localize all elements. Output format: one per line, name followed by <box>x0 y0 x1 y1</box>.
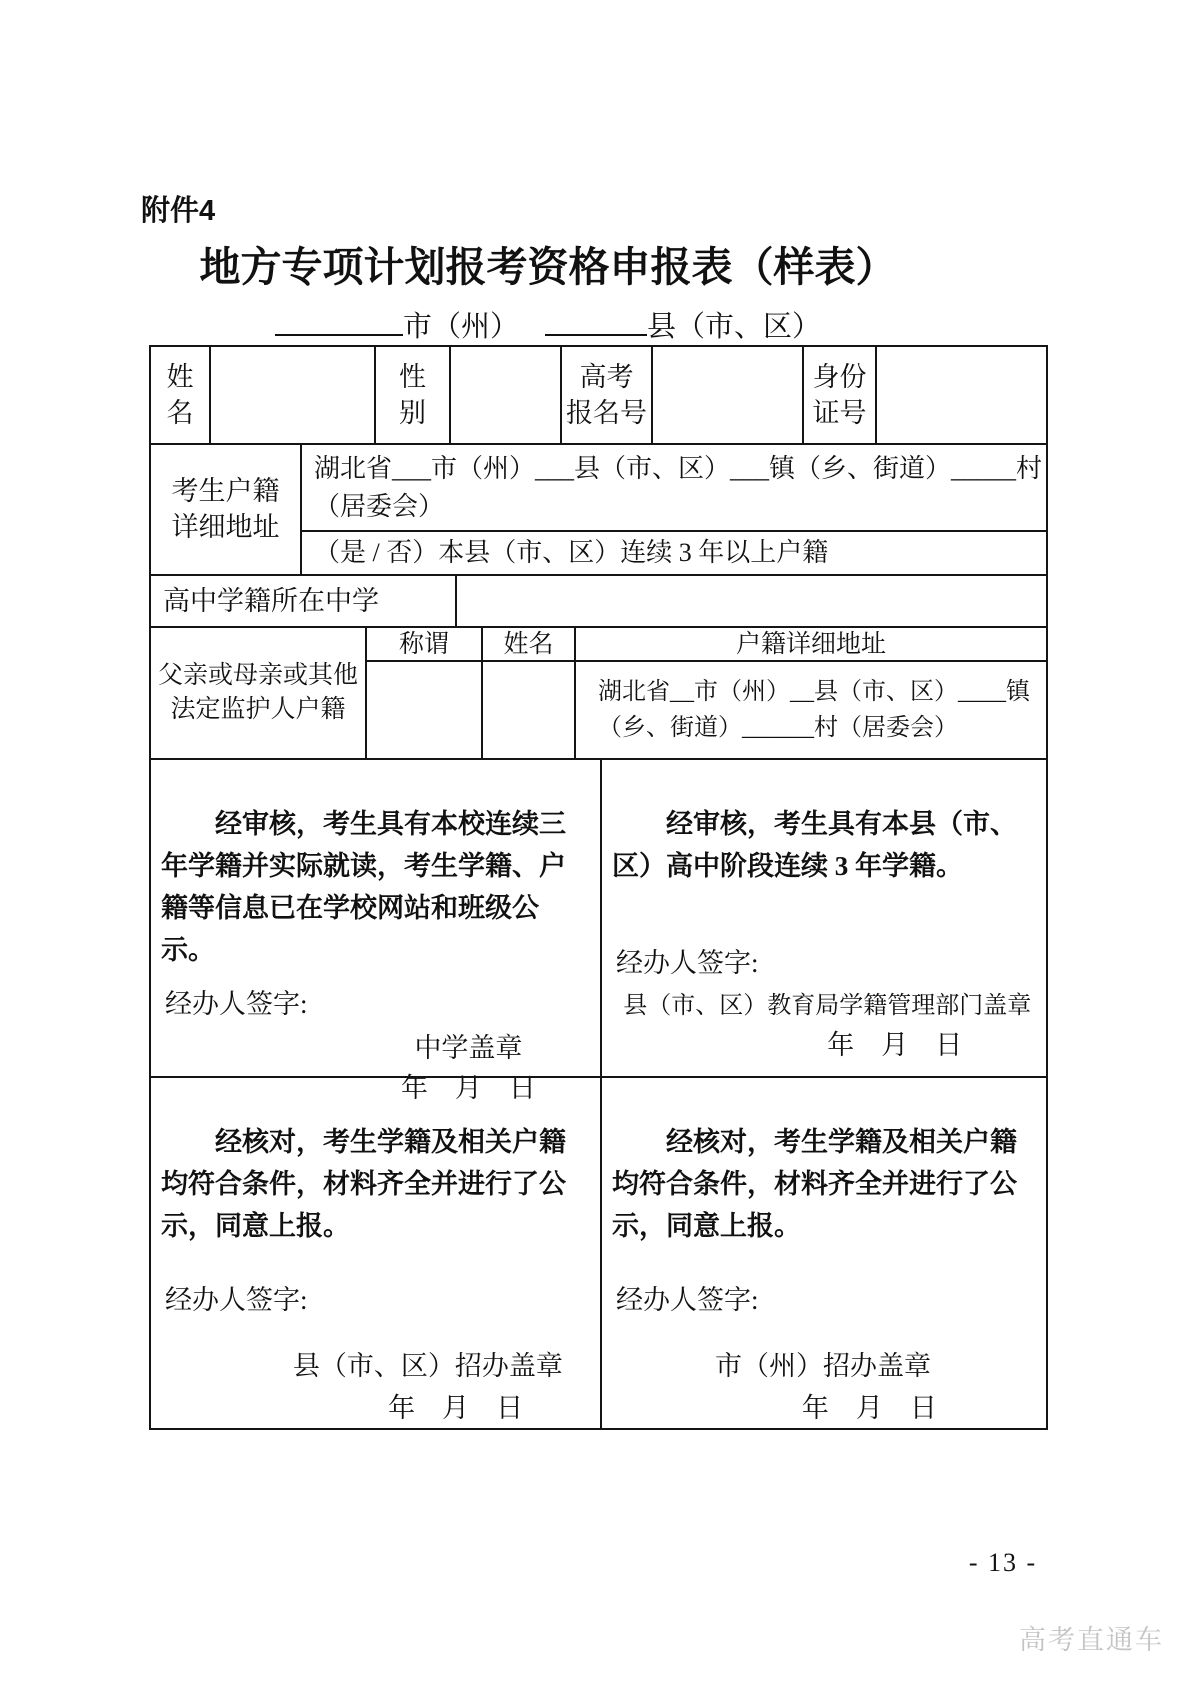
handler-signature-label: 经办人签字: <box>165 1284 308 1315</box>
guardian-name-value-cell <box>481 662 574 758</box>
guardian-data-row <box>367 662 1046 758</box>
handler-signature-label: 经办人签字: <box>165 988 308 1019</box>
city-blank-line <box>275 309 403 336</box>
county-admission-statement: 经核对，考生学籍及相关户籍均符合条件，材料齐全并进行了公示，同意上报。 <box>161 1127 566 1242</box>
id-number-label <box>802 347 875 443</box>
name-label-line: 名 <box>166 398 194 429</box>
name-value-cell <box>209 347 374 443</box>
name-label <box>151 347 209 443</box>
guardian-header-row <box>367 628 1046 662</box>
id-number-value-cell <box>875 347 1046 443</box>
guardian-address-line: 湖北省__市（州）__县（市、区）____镇 <box>598 679 1030 706</box>
date-line: 年 月 日 <box>400 1073 536 1104</box>
date-line: 年 月 日 <box>388 1393 524 1424</box>
city-admission-review-cell <box>600 1078 1046 1428</box>
guardian-title-header: 称谓 <box>398 630 449 658</box>
gender-label <box>374 347 449 443</box>
review-row-1 <box>151 758 1046 1104</box>
page-title: 地方专项计划报考资格申报表（样表） <box>199 244 897 290</box>
application-form-table <box>149 345 1048 1430</box>
watermark-text: 高考直通车 <box>1019 1625 1164 1655</box>
county-blank-line <box>545 309 647 336</box>
residence-row <box>151 443 1046 573</box>
residence-address-cell <box>302 445 1046 532</box>
guardian-label-line: 父亲或母亲或其他 <box>157 662 358 690</box>
guardian-title-value-cell <box>367 662 481 758</box>
handler-signature-label: 经办人签字: <box>616 1284 759 1315</box>
date-line: 年 月 日 <box>827 1030 963 1061</box>
county-suffix-text: 县（市、区） <box>647 311 822 343</box>
page-number: - 13 - <box>968 1548 1038 1577</box>
residence-label-line: 考生户籍 <box>171 475 280 506</box>
exam-number-value-cell <box>651 347 802 443</box>
school-label: 高中学籍所在中学 <box>163 585 379 616</box>
school-value-cell <box>455 576 1046 626</box>
edu-bureau-review-cell <box>600 760 1046 1076</box>
school-stamp-line: 中学盖章 <box>414 1033 523 1064</box>
residence-content <box>300 445 1046 573</box>
residence-label <box>151 445 300 573</box>
edu-bureau-review-statement: 经审核，考生具有本县（市、区）高中阶段连续 3 年学籍。 <box>612 809 1017 882</box>
attachment-label: 附件4 <box>141 195 216 227</box>
gender-label-line: 别 <box>399 398 426 429</box>
guardian-label-line: 法定监护人户籍 <box>170 696 346 724</box>
school-review-cell <box>151 760 600 1104</box>
edu-bureau-stamp-line: 县（市、区）教育局学籍管理部门盖章 <box>623 992 1032 1019</box>
residence-confirm-cell <box>302 532 1046 573</box>
guardian-address-line: （乡、街道）______村（居委会） <box>598 715 958 742</box>
guardian-address-cell <box>574 662 1046 758</box>
guardian-row <box>151 626 1046 758</box>
guardian-name-header: 姓名 <box>481 628 574 660</box>
residence-label-line: 详细地址 <box>171 512 280 543</box>
city-admission-statement: 经核对，考生学籍及相关户籍均符合条件，材料齐全并进行了公示，同意上报。 <box>612 1127 1017 1242</box>
exam-number-label-line: 报名号 <box>566 398 647 429</box>
residence-address-line: 湖北省___市（州）___县（市、区）___镇（乡、街道）_____村 <box>314 453 1043 483</box>
guardian-content <box>365 628 1046 758</box>
school-row <box>151 574 1046 626</box>
residence-confirm-text: （是 / 否）本县（市、区）连续 3 年以上户籍 <box>314 538 829 568</box>
county-admission-review-cell <box>151 1078 600 1428</box>
exam-number-label <box>560 347 651 443</box>
basic-info-row <box>151 347 1046 443</box>
school-review-statement: 经审核，考生具有本校连续三年学籍并实际就读，考生学籍、户籍等信息已在学校网站和班级公示。 <box>161 809 566 965</box>
gender-label-line: 性 <box>399 361 426 392</box>
guardian-label <box>151 628 365 758</box>
date-line: 年 月 日 <box>801 1393 937 1424</box>
guardian-address-header: 户籍详细地址 <box>574 628 1046 660</box>
exam-number-label-line: 高考 <box>579 361 634 392</box>
gender-value-cell <box>449 347 560 443</box>
subtitle-line <box>0 304 1096 345</box>
county-admission-stamp-line: 县（市、区）招办盖章 <box>292 1351 563 1382</box>
residence-address-line: （居委会） <box>314 491 445 521</box>
handler-signature-label: 经办人签字: <box>616 948 759 979</box>
name-label-line: 姓 <box>166 361 194 392</box>
id-number-label-line: 证号 <box>812 398 867 429</box>
id-number-label-line: 身份 <box>812 361 867 392</box>
review-row-2 <box>151 1076 1046 1428</box>
city-suffix-text: 市（州） <box>402 311 519 343</box>
city-admission-stamp-line: 市（州）招办盖章 <box>715 1351 931 1382</box>
